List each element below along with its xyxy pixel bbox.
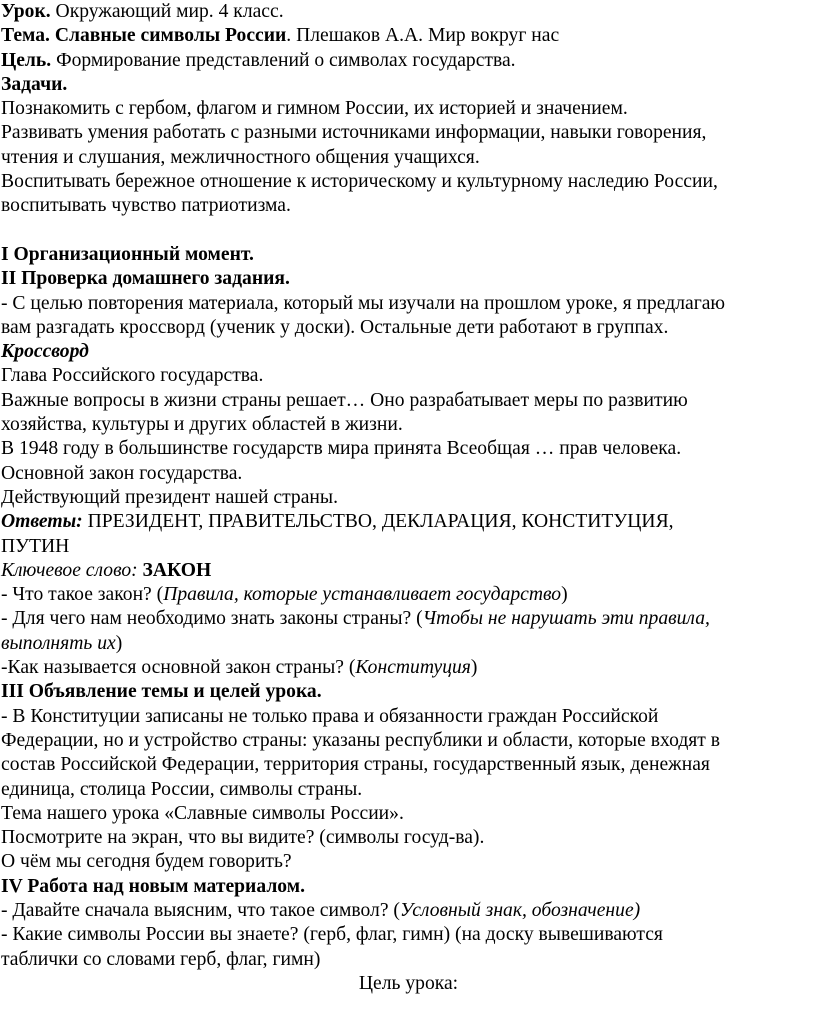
question-answer: Условный знак, обозначение) <box>399 899 641 921</box>
section-3-line: Федерации, но и устройство страны: указаны республики и области, которые входят в <box>1 729 721 751</box>
topic-value: . Плешаков А.А. Мир вокруг нас <box>286 25 560 47</box>
section-3-line: единица, столица России, символы страны. <box>1 778 363 800</box>
answers-value: ПРЕЗИДЕНТ, ПРАВИТЕЛЬСТВО, ДЕКЛАРАЦИЯ, КОНСТИТУЦИЯ, <box>82 511 674 533</box>
blank-line <box>1 219 816 243</box>
lesson-line <box>1 0 816 24</box>
section-3-line: Тема нашего урока «Славные символы России». <box>1 802 404 824</box>
lesson-value: Окружающий мир. 4 класс. <box>50 1 284 22</box>
section-2-intro-line: - С целью повторения материала, который мы изучали на прошлом уроке, я предлагаю <box>1 292 726 314</box>
goal-label: Цель. <box>1 49 52 71</box>
answers-line <box>1 510 816 534</box>
topic-line <box>1 24 816 48</box>
crossword-clue: Действующий президент нашей страны. <box>1 486 338 508</box>
question-text: - Давайте сначала выясним, что такое символ? ( <box>1 899 400 921</box>
question-text: - Для чего нам необходимо знать законы страны? ( <box>1 608 423 630</box>
crossword-clue: Важные вопросы в жизни страны решает… Оно разрабатывает меры по развитию <box>1 389 688 411</box>
question-answer: Конституция <box>355 657 471 679</box>
question-close: ) <box>561 584 568 606</box>
keyword-label: Ключевое слово: <box>1 559 138 581</box>
crossword-clue: Основной закон государства. <box>1 462 243 484</box>
question-close: ) <box>470 657 478 679</box>
answers-line-continued: ПУТИН <box>1 535 70 557</box>
keyword-line <box>1 559 816 583</box>
section-2-title: II Проверка домашнего задания. <box>1 268 290 290</box>
question-close: ) <box>115 632 123 654</box>
question-line <box>1 899 816 923</box>
task-line: Воспитывать бережное отношение к историческому и культурному наследию России, <box>1 171 718 193</box>
task-line: чтения и слушания, межличностного общения учащихся. <box>1 146 480 168</box>
section-1-title: I Организационный момент. <box>1 243 254 265</box>
task-line: Развивать умения работать с разными источниками информации, навыки говорения, <box>1 122 707 144</box>
section-4-line: - Какие символы России вы знаете? (герб, флаг, гимн) (на доску вывешиваются <box>1 924 663 946</box>
keyword-value: ЗАКОН <box>137 559 212 581</box>
goal-value: Формирование представлений о символах государства. <box>51 49 516 71</box>
section-3-line: Посмотрите на экран, что вы видите? (символы госуд-ва). <box>1 827 485 849</box>
tasks-heading: Задачи. <box>1 73 68 95</box>
question-line <box>1 656 816 680</box>
goal-line <box>1 49 816 73</box>
task-line: Познакомить с гербом, флагом и гимном России, их историей и значением. <box>1 98 628 120</box>
question-answer: Правила, которые устанавливает государство <box>163 584 562 606</box>
crossword-clue: Глава Российского государства. <box>1 365 264 387</box>
section-3-title: III Объявление темы и целей урока. <box>1 681 322 703</box>
question-answer: выполнять их <box>1 632 116 654</box>
question-line <box>1 583 816 607</box>
section-4-line: таблички со словами герб, флаг, гимн) <box>1 948 321 970</box>
question-text: - Что такое закон? ( <box>1 584 164 606</box>
question-answer: Чтобы не нарушать эти правила, <box>422 608 710 630</box>
lesson-goal-heading: Цель урока: <box>358 972 459 994</box>
section-3-line: О чём мы сегодня будем говорить? <box>1 851 292 873</box>
section-3-line: - В Конституции записаны не только права и обязанности граждан Российской <box>1 705 659 727</box>
lesson-label: Урок. <box>1 1 51 22</box>
question-line <box>1 607 816 631</box>
topic-label: Тема. Славные символы России <box>1 25 287 47</box>
crossword-clue: В 1948 году в большинстве государств мира принята Всеобщая … прав человека. <box>1 438 682 460</box>
question-text: -Как называется основной закон страны? ( <box>1 657 356 679</box>
crossword-heading: Кроссворд <box>1 341 89 363</box>
crossword-clue: хозяйства, культуры и других областей в жизни. <box>1 414 403 436</box>
section-4-title: IV Работа над новым материалом. <box>1 875 305 897</box>
section-2-intro-line: вам разгадать кроссворд (ученик у доски). Остальные дети работают в группах. <box>1 316 669 338</box>
section-3-line: состав Российской Федерации, территория страны, государственный язык, денежная <box>1 754 710 776</box>
question-line-continued <box>1 632 816 656</box>
task-line: воспитывать чувство патриотизма. <box>1 195 291 217</box>
answers-label: Ответы: <box>1 511 83 533</box>
